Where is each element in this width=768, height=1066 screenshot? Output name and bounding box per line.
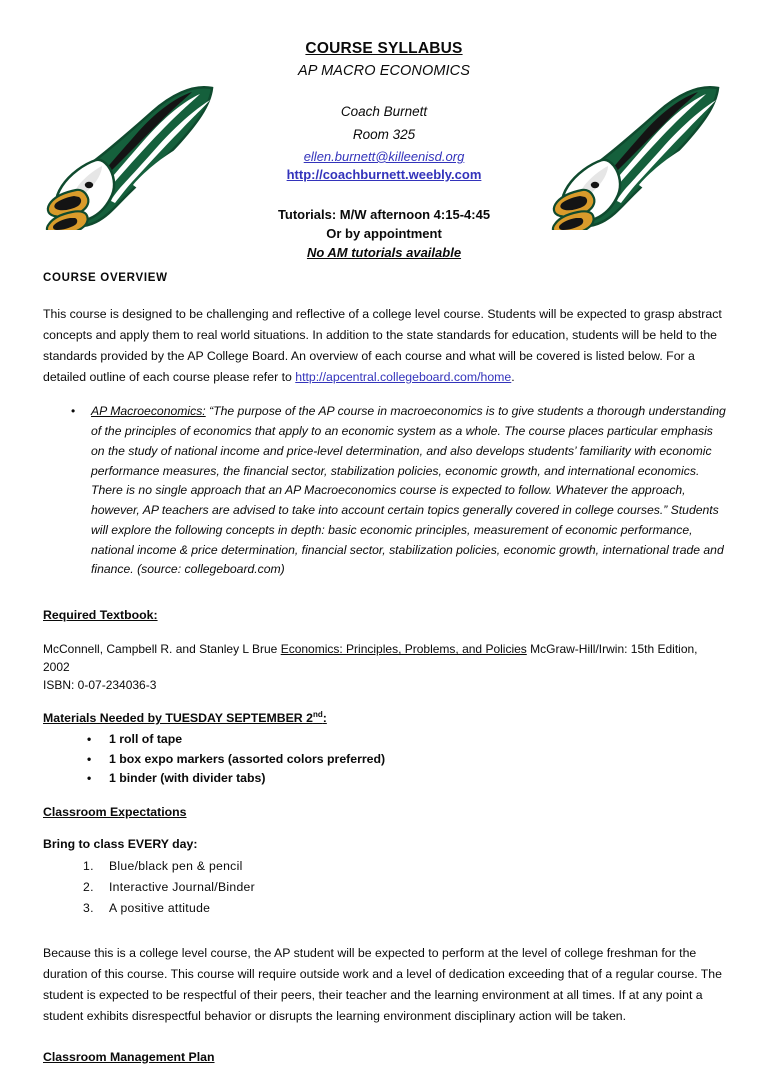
overview-bullet-list	[43, 402, 726, 580]
textbook-authors: McConnell, Campbell R. and Stanley L Brue	[43, 642, 281, 657]
apcentral-link[interactable]: http://apcentral.collegeboard.com/home	[295, 370, 512, 385]
document-body	[43, 272, 726, 1066]
materials-heading-post: :	[322, 711, 327, 726]
materials-heading-pre: Materials Needed by TUESDAY SEPTEMBER 2	[43, 711, 313, 726]
tutorials-block	[234, 206, 534, 263]
textbook-title: Economics: Principles, Problems, and Policies	[280, 642, 527, 657]
website-link[interactable]: http://coachburnett.weebly.com	[286, 167, 482, 183]
email-link[interactable]: ellen.burnett@killeenisd.org	[303, 148, 465, 164]
list-item: Blue/black pen & pencil	[109, 858, 243, 873]
page-title: COURSE SYLLABUS	[305, 40, 463, 57]
bring-to-class-label: Bring to class EVERY day:	[43, 836, 198, 851]
ap-macroeconomics-term: AP Macroeconomics:	[91, 404, 206, 419]
list-item	[91, 402, 726, 580]
textbook-publisher: McGraw-Hill/Irwin: 15th Edition, 2002	[43, 642, 698, 675]
tutorials-appointment: Or by appointment	[326, 226, 442, 242]
ap-macroeconomics-description: “The purpose of the AP course in macroeconomics is to give students a thorough understanding of the principles of economics that apply to an economic system as a whole. The course places particular emphasis on the study of national income and price-level determination, and also develops students’ familiarity with economic performance measures, the financial sector, stabilization policies, economic growth, and international economics. There is no single approach that an AP Macroeconomics course is expected to follow. Whatever the approach, however, AP teachers are advised to take into account certain topics generally covered in college courses.” Students will explore the following concepts in depth: basic economic principles, measurement of economic performance, national income & price determination, financial sector, stabilization policies, economic growth, international trade and finance. (source: collegeboard.com)	[91, 404, 726, 577]
list-item: • 1 roll of tape	[109, 730, 726, 749]
materials-list	[43, 730, 726, 788]
expectations-paragraph: Because this is a college level course, the AP student will be expected to perform at the level of college freshman for the duration of this course. This course will require outside work and a level of dedication exceeding that of a regular course. The student is expected to be respectful of their peers, their teacher and the learning environment at all times. If at any point a student exhibits disrespectful behavior or disrupts the learning environment disciplinary action will be taken.	[43, 945, 722, 1023]
eagle-mascot-logo-right	[548, 82, 726, 230]
course-overview-paragraph	[43, 304, 726, 389]
teacher-name: Coach Burnett	[340, 104, 428, 120]
eagle-mascot-logo-left	[42, 82, 220, 230]
room-number: Room 325	[352, 126, 416, 142]
classroom-expectations-heading: Classroom Expectations	[43, 804, 187, 819]
course-overview-heading: COURSE OVERVIEW	[43, 272, 168, 284]
list-item: A positive attitude	[109, 900, 211, 915]
textbook-isbn: ISBN: 0-07-234036-3	[43, 678, 157, 693]
required-textbook-heading: Required Textbook:	[43, 608, 158, 623]
page-subtitle: AP MACRO ECONOMICS	[297, 62, 471, 79]
overview-text-pre: This course is designed to be challenging and reflective of a college level course. Students will be expected to grasp abstract concepts and apply them to real world situations. In addition to the state standards for education, students will be held to the standards provided by the AP College Board. An overview of each course and what will be covered is listed below. For a detailed outline of each course please refer to	[43, 306, 722, 385]
bring-to-class-list	[43, 856, 726, 919]
textbook-citation	[43, 640, 726, 676]
tutorials-schedule: Tutorials: M/W afternoon 4:15-4:45	[277, 207, 491, 223]
materials-needed-heading	[43, 710, 726, 727]
list-item: Interactive Journal/Binder	[109, 879, 255, 894]
list-item: • 1 box expo markers (assorted colors preferred)	[109, 750, 726, 769]
header-title-block	[234, 40, 534, 263]
document-header	[0, 0, 768, 268]
tutorials-no-am-note: No AM tutorials available	[306, 244, 462, 260]
list-item: • 1 binder (with divider tabs)	[109, 769, 726, 788]
classroom-management-plan-heading: Classroom Management Plan	[43, 1050, 215, 1065]
overview-text-post: .	[511, 370, 515, 385]
materials-heading-ordinal: nd	[312, 710, 323, 720]
